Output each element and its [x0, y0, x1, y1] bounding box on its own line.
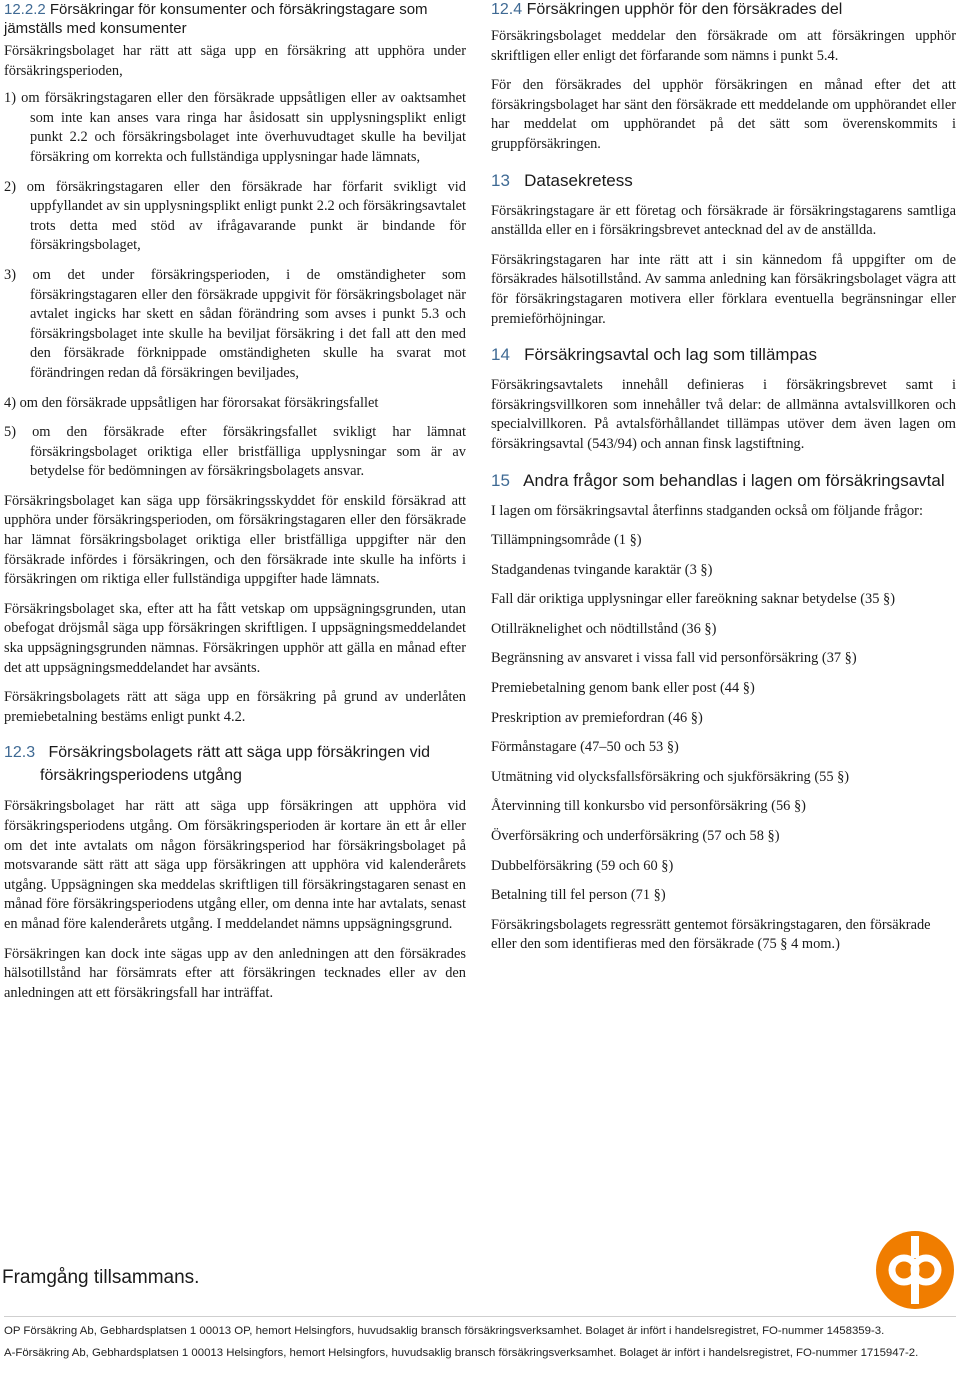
- heading-number: 13: [491, 170, 510, 190]
- heading-12-2-2: [4, 0, 466, 38]
- heading-12-3: [4, 741, 466, 787]
- heading-number: 12.4: [491, 1, 523, 18]
- heading-13: [491, 169, 956, 192]
- list-item: Försäkringsbolagets regressrätt gentemot försäkringstagaren, den försäkrade eller den som identifieras med den försäkrade (75 § 4 mom.): [491, 916, 931, 953]
- paragraph: Försäkringstagaren har inte rätt att i sin kännedom få uppgifter om de försäkrades hälsotillstånd. Av samma anledning kan försäkringsbolaget vägra att för försäkringstagaren motivera eller förklara eventuella begränsningar eller premieförhöjningar.: [491, 251, 956, 327]
- list-item: 1) om försäkringstagaren eller den försäkrade uppsåtligen eller av oaktsamhet som inte kan anses vara ringa har åsidosatt sin upplysningsplikt enligt punkt 2.2 och försäkringsbolaget inte överhuvudtaget skulle ha beviljat försäkring om korrekta och fullständiga upplysningar hade lämnats,: [4, 90, 466, 165]
- paragraph: Försäkringen kan dock inte sägas upp av den anledningen att den försäkrades hälsotillstånd har försämrats efter att försäkringen tecknades eller av den anledningen att ett försäkringsfall har inträffat.: [4, 945, 466, 1001]
- paragraph: För den försäkrades del upphör försäkringen en månad efter det att försäkringsbolaget har sänt den försäkrade ett meddelande om upphörandet eller har meddelat om upphörandet på det sätt som överenskommits i gruppförsäkringen.: [491, 77, 956, 152]
- list-item: Stadgandenas tvingande karaktär (3 §): [491, 561, 713, 578]
- paragraph: Försäkringsavtalets innehåll definieras i försäkringsbrevet samt i försäkringsvillkoren som innehåller två delar: de allmänna avtalsvillkoren och specialvillkoren. På avtalsförhållandet tillämpas utöver dem även lagen om försäkringsavtal (543/94) och annan finsk lagstiftning.: [491, 377, 956, 452]
- heading-text: Andra frågor som behandlas i lagen om försäkringsavtal: [523, 470, 945, 490]
- right-column: [491, 0, 956, 965]
- heading-number: 12.3: [4, 744, 36, 762]
- list-item: Premiebetalning genom bank eller post (44 §): [491, 680, 755, 697]
- heading-text: Försäkringar för konsumenter och försäkringstagare som jämställs med konsumenter: [4, 1, 428, 37]
- list-item: 3) om det under försäkringsperioden, i de omständigheter som försäkringstagaren eller den försäkrade uppgivit för försäkringsbolaget när avtalet ingicks har skett en sådan förändring som avses i punkt 5.3 och försäkringsbolaget inte skulle ha beviljat försäkring i det fall att den med den försäkrade förknippade omständigheten skulle ha svarat mot förändringen redan då försäkringen beviljades,: [4, 266, 466, 381]
- heading-14: [491, 343, 956, 366]
- list-item: Betalning till fel person (71 §): [491, 887, 666, 904]
- heading-number: 14: [491, 345, 510, 365]
- footer-company-line: OP Försäkring Ab, Gebhardsplatsen 1 00013 OP, hemort Helsingfors, huvudsaklig bransch försäkringsverksamhet. Bolaget är infört i handelsregistret, FO-nummer 1458359-3.: [4, 1325, 885, 1337]
- paragraph: Försäkringsbolagets rätt att säga upp en försäkring på grund av underlåten premiebetalning bestäms enligt punkt 4.2.: [4, 689, 466, 725]
- heading-text: Försäkringen upphör för den försäkrades del: [526, 1, 843, 18]
- list-item: 5) om den försäkrade efter försäkringsfallet svikligt har lämnat försäkringsbolaget oriktiga eller bristfälliga upplysningar som är av betydelse för bedömningen av försäkringsbolagets ansvar.: [4, 424, 466, 480]
- list-item: Tillämpningsområde (1 §): [491, 532, 642, 549]
- list-item: Utmätning vid olycksfallsförsäkring och sjukförsäkring (55 §): [491, 768, 850, 785]
- list-item: Begränsning av ansvaret i vissa fall vid personförsäkring (37 §): [491, 650, 857, 667]
- list-item: Återvinning till konkursbo vid personförsäkring (56 §): [491, 798, 806, 815]
- footer-divider: [4, 1316, 956, 1317]
- heading-number: 12.2.2: [4, 1, 46, 18]
- list-item: Otillräknelighet och nödtillstånd (36 §): [491, 620, 717, 637]
- intro-paragraph: Försäkringsbolaget har rätt att säga upp en försäkring att upphöra under försäkringsperioden,: [4, 43, 466, 79]
- heading-number: 15: [491, 470, 510, 490]
- heading-text: Försäkringsavtal och lag som tillämpas: [524, 345, 817, 365]
- list-item: Överförsäkring och underförsäkring (57 och 58 §): [491, 828, 780, 845]
- paragraph: Försäkringsbolaget ska, efter att ha fått vetskap om uppsägningsgrunden, utan obefogat dröjsmål säga upp försäkringen skriftligen. I uppsägningsmeddelandet ska uppsägningsgrunden nämnas. Försäkringen upphör att gälla en månad efter det att uppsägningsmeddelandet har avsänts.: [4, 600, 466, 676]
- list-item: 4) om den försäkrade uppsåtligen har förorsakat försäkringsfallet: [4, 394, 379, 411]
- footer-slogan: Framgång tillsammans.: [2, 1267, 200, 1288]
- list-item: 2) om försäkringstagaren eller den försäkrade har förfarit svikligt vid uppfyllandet av sin upplysningsplikt enligt punkt 2.2 och försäkringsavtalet trots detta med stöd av ifrågavarande punkt är bindande för försäkringsbolaget,: [4, 178, 466, 254]
- heading-12-4: [491, 0, 956, 19]
- paragraph: I lagen om försäkringsavtal återfinns stadganden också om följande frågor:: [491, 502, 923, 519]
- heading-text: Försäkringsbolagets rätt att säga upp försäkringen vid försäkringsperiodens utgång: [40, 744, 431, 785]
- footer-company-line: A-Försäkring Ab, Gebhardsplatsen 1 00013 Helsingfors, hemort Helsingfors, huvudsaklig bransch försäkringsverksamhet. Bolaget är infört i handelsregistret, FO-nummer 1715947-2.: [4, 1347, 919, 1359]
- heading-15: [491, 469, 956, 492]
- paragraph: Försäkringsbolaget kan säga upp försäkringsskyddet för enskild försäkrad att upphöra under försäkringsperioden, om försäkringstagaren eller den försäkrade har lämnat försäkringsbolaget oriktiga eller bristfälliga uppgifter när den försäkrade infördes i försäkringen, och den försäkrade inte skulle ha införts i försäkringen om riktiga eller fullständiga uppgifter hade lämnats.: [4, 492, 466, 588]
- paragraph: Försäkringsbolaget meddelar den försäkrade om att försäkringen upphör skriftligen eller enligt det förfarande som nämns i punkt 5.4.: [491, 28, 956, 64]
- op-logo-icon: [875, 1230, 955, 1310]
- paragraph: Försäkringstagare är ett företag och försäkrade är försäkringstagarens samtliga anställda eller en i försäkringsbrevet antecknad del av de anställda.: [491, 202, 956, 239]
- list-item: Förmånstagare (47–50 och 53 §): [491, 739, 679, 756]
- left-column: [4, 0, 466, 1013]
- heading-text: Datasekretess: [524, 170, 633, 190]
- list-item: Fall där oriktiga upplysningar eller fareökning saknar betydelse (35 §): [491, 591, 896, 608]
- list-item: Preskription av premiefordran (46 §): [491, 709, 703, 726]
- list-item: Dubbelförsäkring (59 och 60 §): [491, 857, 674, 874]
- paragraph: Försäkringsbolaget har rätt att säga upp försäkringen att upphöra vid försäkringsperiodens utgång. Om försäkringsperioden är kortare än ett år eller om det inte avtalats om någon försäkringsperiod har försäkringsbolaget på motsvarande sätt rätt att säga upp försäkringen att upphöra vid kalenderårets utgång. Uppsägningen ska meddelas skriftligen till försäkringstagaren senast en månad före försäkringsperiodens utgång eller, om denna inte har avtalats, senast en månad före kalenderårets utgång. I meddelandet nämns uppsägningsgrund.: [4, 798, 466, 932]
